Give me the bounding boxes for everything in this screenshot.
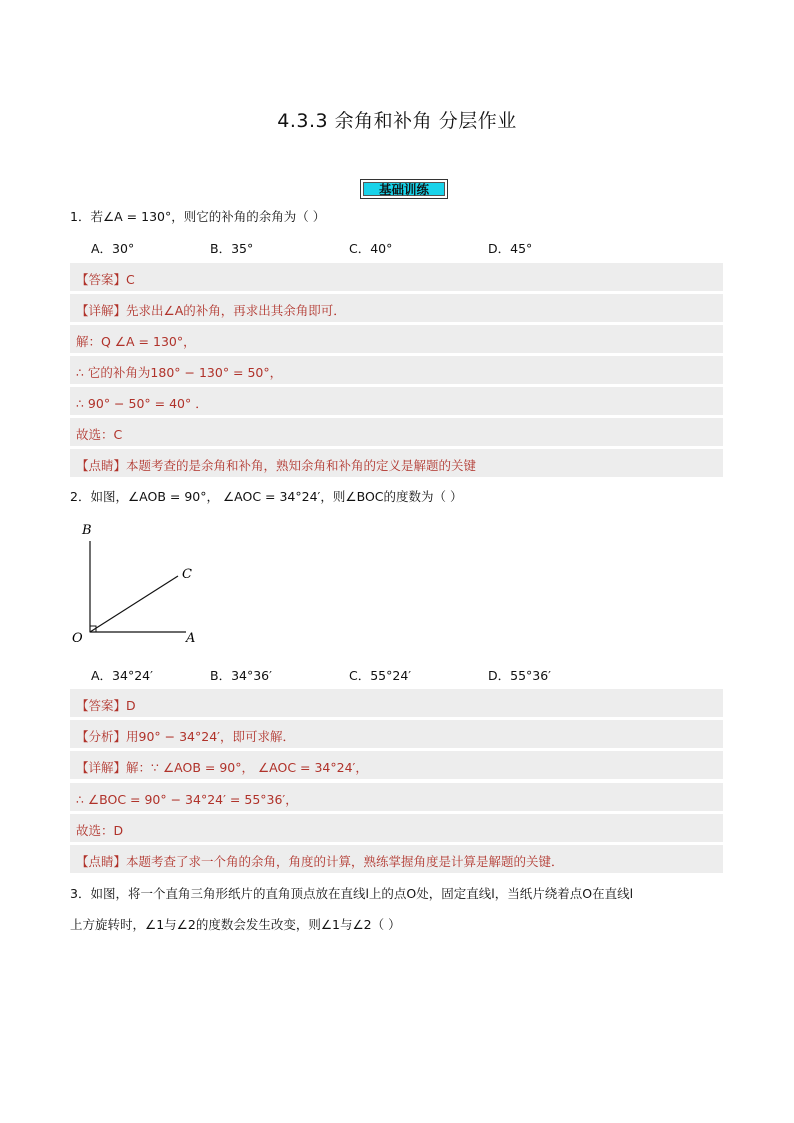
ray-oc <box>90 576 178 632</box>
q2-option-a: A．34°24′ <box>91 668 153 683</box>
q1-choose: 故选：C <box>76 427 123 442</box>
label-o: O <box>72 631 83 646</box>
q1-solve-2: ∴ 它的补角为180° − 130° = 50°， <box>76 365 283 380</box>
q2-answer: 【答案】D <box>76 698 136 713</box>
section-badge <box>360 179 448 199</box>
question-3-line-1: 3．如图，将一个直角三角形纸片的直角顶点放在直线l上的点O处，固定直线l，当纸片绕着点O在直线l <box>70 886 634 901</box>
page-title: 4.3.3 余角和补角 分层作业 <box>277 110 517 132</box>
q1-answer: 【答案】C <box>76 272 135 287</box>
q2-answer-row <box>70 689 723 717</box>
q2-comment-row <box>70 845 723 873</box>
q1-solve-row-1 <box>70 325 723 353</box>
q2-detail-row <box>70 751 723 779</box>
q1-solve-row-3 <box>70 387 723 415</box>
q2-choose: 故选：D <box>76 823 124 838</box>
q1-option-d: D．45° <box>488 241 533 256</box>
q2-analysis: 【分析】用90° − 34°24′，即可求解． <box>76 729 295 744</box>
label-c: C <box>182 567 192 582</box>
q2-option-d: D．55°36′ <box>488 668 552 683</box>
q2-choose-row <box>70 814 723 842</box>
q1-choose-row <box>70 418 723 446</box>
label-a: A <box>186 631 196 646</box>
question-2-stem: 2．如图，∠AOB = 90°， ∠AOC = 34°24′，则∠BOC的度数为（ ） <box>70 489 463 504</box>
section-badge-label: 基础训练 <box>363 182 445 196</box>
q1-option-c: C．40° <box>349 241 393 256</box>
q2-solve-1: ∴ ∠BOC = 90° − 34°24′ = 55°36′， <box>76 792 298 807</box>
label-b: B <box>82 523 92 538</box>
question-3-line-2: 上方旋转时，∠1与∠2的度数会发生改变，则∠1与∠2（ ） <box>70 917 401 932</box>
question-1-stem: 1．若∠A = 130°，则它的补角的余角为（ ） <box>70 209 326 224</box>
q1-answer-row <box>70 263 723 291</box>
q1-option-b: B．35° <box>210 241 254 256</box>
q2-comment: 【点睛】本题考查了求一个角的余角，角度的计算，熟练掌握角度是计算是解题的关键． <box>76 854 564 869</box>
q2-analysis-row <box>70 720 723 748</box>
angle-figure <box>66 520 216 650</box>
q2-solve-row-1 <box>70 783 723 811</box>
q1-comment: 【点睛】本题考查的是余角和补角，熟知余角和补角的定义是解题的关键 <box>76 458 477 473</box>
q1-solve-1: 解：Q ∠A = 130°， <box>76 334 196 349</box>
q1-comment-row <box>70 449 723 477</box>
q2-option-b: B．34°36′ <box>210 668 272 683</box>
q2-option-c: C．55°24′ <box>349 668 412 683</box>
q1-option-a: A．30° <box>91 241 135 256</box>
q1-detail: 【详解】先求出∠A的补角，再求出其余角即可． <box>76 303 346 318</box>
q1-solve-row-2 <box>70 356 723 384</box>
q1-solve-3: ∴ 90° − 50° = 40° ． <box>76 396 208 411</box>
q2-detail: 【详解】解：∵ ∠AOB = 90°， ∠AOC = 34°24′， <box>76 760 368 775</box>
q1-detail-row <box>70 294 723 322</box>
